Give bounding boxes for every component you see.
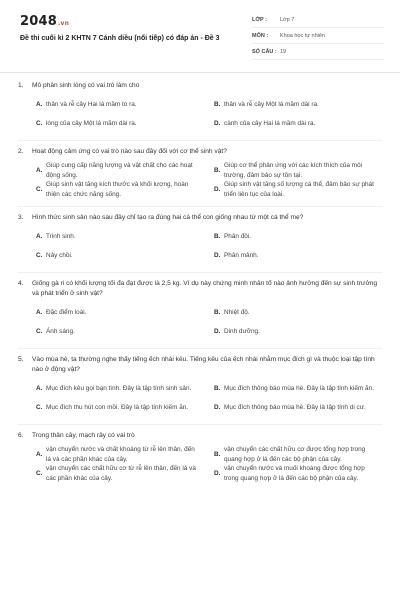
option-text: vận chuyển nước và muối khoáng được tổng hợp trong quang hợp ở lá đến các bộ phận của cây. xyxy=(224,465,365,482)
answer-options xyxy=(36,445,382,483)
option-letter: D. xyxy=(214,185,221,193)
option-letter: C. xyxy=(36,251,43,259)
question-stem xyxy=(18,213,382,223)
option-text: Đặc điểm loài. xyxy=(46,308,87,316)
option-text: Mục đích kêu gọi bạn tình. Đây là tập tính sinh sản. xyxy=(46,384,192,392)
option-letter: C. xyxy=(36,119,43,127)
answer-option-d[interactable] xyxy=(214,246,382,265)
option-letter: C. xyxy=(36,327,43,335)
question-stem xyxy=(18,355,382,375)
option-text: thân và rễ cây Một lá mầm dài ra. xyxy=(224,100,319,108)
answer-option-a[interactable] xyxy=(36,303,204,322)
answer-option-a[interactable] xyxy=(36,379,204,398)
option-letter: D. xyxy=(214,327,221,335)
question-4 xyxy=(18,272,382,341)
answer-option-a[interactable] xyxy=(36,161,204,180)
option-text: Giúp cung cấp năng lượng và vật chất cho các hoạt động sống. xyxy=(46,162,193,179)
option-letter: C. xyxy=(36,469,43,477)
option-text: Mục đích thông báo mùa hè. Đây là tập tính di cư. xyxy=(224,403,366,411)
answer-options xyxy=(36,95,382,133)
meta-row-count xyxy=(252,44,384,60)
answer-options xyxy=(36,227,382,265)
option-text: Ánh sáng. xyxy=(46,327,75,335)
logo-domain: .vn xyxy=(57,20,70,27)
option-text: Dinh dưỡng. xyxy=(224,327,260,335)
answer-option-c[interactable] xyxy=(36,180,204,199)
option-letter: A. xyxy=(36,384,43,392)
option-letter: D. xyxy=(214,403,221,411)
meta-row-subject xyxy=(252,28,384,44)
question-stem xyxy=(18,279,382,299)
answer-option-d[interactable] xyxy=(214,180,382,199)
option-text: Mục đích thu hút con mồi. Đây là tập tính kiếm ăn. xyxy=(46,403,189,411)
option-text: Mục đích thông báo mùa hè. Đây là tập tính kiếm ăn. xyxy=(224,384,374,392)
answer-option-d[interactable] xyxy=(214,322,382,341)
question-text: Hình thức sinh sản nào sau đây chỉ tạo ra đúng hai cá thể con giống nhau từ một cá thể mẹ? xyxy=(32,214,304,221)
answer-option-b[interactable] xyxy=(214,95,382,114)
option-letter: B. xyxy=(214,166,221,174)
answer-option-b[interactable] xyxy=(214,445,382,464)
answer-option-c[interactable] xyxy=(36,464,204,483)
question-6 xyxy=(18,424,382,483)
option-letter: B. xyxy=(214,100,221,108)
option-letter: D. xyxy=(214,469,221,477)
option-text: vận chuyển các chất hữu cơ từ rễ lên thân, đến lá và các phần khác của cây. xyxy=(46,465,196,482)
option-text: vận chuyển các chất hữu cơ được tổng hợp trong quang hợp ở lá đến các bộ phận của cây. xyxy=(224,446,366,463)
answer-option-b[interactable] xyxy=(214,227,382,246)
answer-option-b[interactable] xyxy=(214,303,382,322)
option-text: Trinh sinh. xyxy=(46,232,76,240)
answer-options xyxy=(36,303,382,341)
option-text: Nhiệt độ. xyxy=(224,308,250,316)
answer-option-d[interactable] xyxy=(214,398,382,417)
question-text: Giống gà ri có khối lượng tối đa đạt được là 2,5 kg. Ví dụ này chứng minh nhân tố nào ảnh hưởng đến sự sinh trưởng và phát triển ở sinh vật? xyxy=(32,280,378,297)
answer-option-b[interactable] xyxy=(214,379,382,398)
option-text: thân và rễ cây Hai lá mầm to ra. xyxy=(46,100,137,108)
site-logo[interactable] xyxy=(20,14,69,29)
option-text: Phân mảnh. xyxy=(224,251,259,259)
option-letter: A. xyxy=(36,166,43,174)
question-number: 3. xyxy=(18,214,24,221)
answer-option-c[interactable] xyxy=(36,398,204,417)
question-number: 6. xyxy=(18,432,24,439)
option-text: Phân đôi. xyxy=(224,232,252,240)
option-letter: A. xyxy=(36,232,43,240)
question-text: Mô phân sinh lóng có vai trò làm cho xyxy=(32,82,140,89)
option-text: vận chuyển nước và chất khoáng từ rễ lên thân, đến lá và các phần khác của cây. xyxy=(46,446,195,463)
option-text: cành của cây Hai lá mầm dài ra. xyxy=(224,119,316,127)
question-stem xyxy=(18,147,382,157)
answer-options xyxy=(36,161,382,199)
option-letter: B. xyxy=(214,450,221,458)
meta-value: Lớp 7 xyxy=(280,16,295,23)
answer-option-d[interactable] xyxy=(214,114,382,133)
answer-option-c[interactable] xyxy=(36,246,204,265)
question-3 xyxy=(18,206,382,265)
option-text: Giúp sinh vật tăng kích thước và khối lượng, hoàn thiện các chức năng sống. xyxy=(46,181,189,198)
option-letter: A. xyxy=(36,450,43,458)
meta-value: 19 xyxy=(280,48,287,55)
question-number: 5. xyxy=(18,356,24,363)
question-text: Hoạt động cảm ứng có vai trò nào sau đây đối với cơ thể sinh vật? xyxy=(32,148,227,155)
option-letter: D. xyxy=(214,251,221,259)
question-2 xyxy=(18,140,382,199)
option-letter: B. xyxy=(214,308,221,316)
question-number: 2. xyxy=(18,148,24,155)
question-list xyxy=(0,73,400,483)
logo-text: 2048 xyxy=(20,14,57,29)
answer-option-a[interactable] xyxy=(36,445,204,464)
question-stem xyxy=(18,431,382,441)
option-letter: A. xyxy=(36,308,43,316)
option-text: Giúp sinh vật tăng số lượng cá thể, đảm bảo sự phát triển liên tục của loài. xyxy=(224,181,374,198)
option-letter: C. xyxy=(36,185,43,193)
option-letter: B. xyxy=(214,232,221,240)
option-text: Giúp cơ thể phản ứng với các kích thích của môi trường, đảm bảo sự tồn tại. xyxy=(224,162,363,179)
meta-key: LỚP : xyxy=(252,16,267,23)
answer-option-d[interactable] xyxy=(214,464,382,483)
option-letter: A. xyxy=(36,100,43,108)
meta-value: Khoa học tự nhiên xyxy=(280,32,325,39)
answer-option-c[interactable] xyxy=(36,322,204,341)
meta-panel xyxy=(252,12,384,60)
question-1 xyxy=(18,81,382,133)
question-stem xyxy=(18,81,382,91)
answer-options xyxy=(36,379,382,417)
meta-key: SỐ CÂU : xyxy=(252,48,277,55)
question-text: Trong thân cây, mạch rây có vai trò xyxy=(32,432,135,439)
option-letter: D. xyxy=(214,119,221,127)
option-letter: B. xyxy=(214,384,221,392)
option-letter: C. xyxy=(36,403,43,411)
question-number: 4. xyxy=(18,280,24,287)
question-text: Vào mùa hè, ta thường nghe thấy tiếng ếch nhái kêu. Tiếng kêu của ếch nhái nhằm mục đích gì và thuộc loại tập tính nào ở động vật? xyxy=(32,356,375,373)
meta-row-class xyxy=(252,12,384,28)
answer-option-a[interactable] xyxy=(36,95,204,114)
answer-option-a[interactable] xyxy=(36,227,204,246)
page-title: Đề thi cuối kì 2 KHTN 7 Cánh diều (nối tiếp) có đáp án - Đề 3 xyxy=(20,35,220,42)
meta-key: MÔN : xyxy=(252,32,269,39)
page-header xyxy=(0,0,400,73)
answer-option-b[interactable] xyxy=(214,161,382,180)
option-text: Nảy chồi. xyxy=(46,251,73,259)
question-5 xyxy=(18,348,382,417)
question-number: 1. xyxy=(18,82,24,89)
answer-option-c[interactable] xyxy=(36,114,204,133)
option-text: lóng của cây Một lá mầm dài ra. xyxy=(46,119,137,127)
